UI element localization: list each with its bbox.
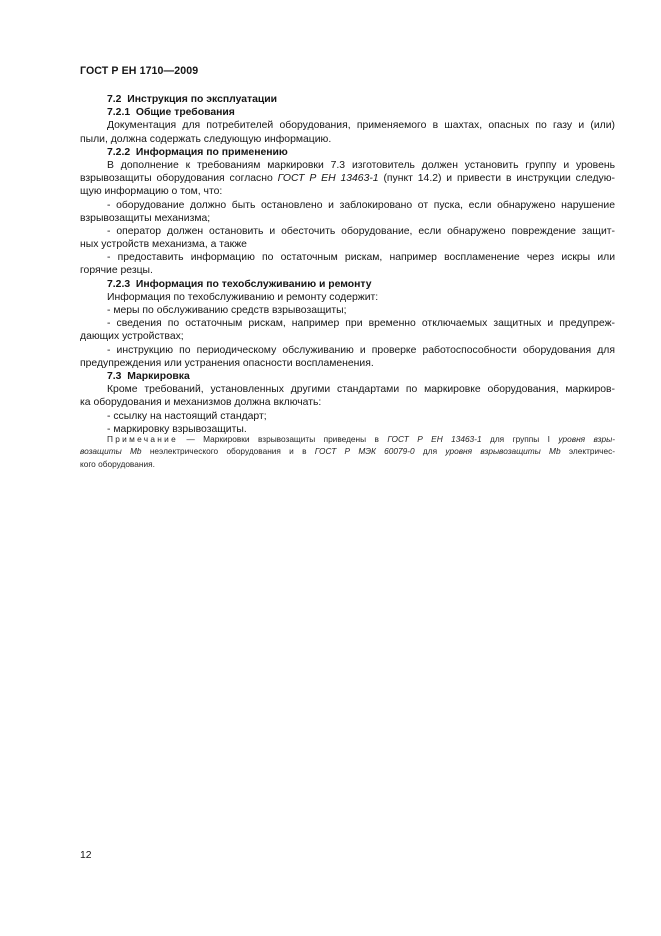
text-run: (пункт 14.2) и привести в инструкции следую-	[378, 173, 615, 185]
list-item: - оператор должен остановить и обесточить оборудование, если обнаружено повреждение защит-	[107, 225, 615, 237]
text-run: взрывозащиты оборудования согласно	[80, 173, 278, 185]
heading-number: 7.2.3	[107, 278, 131, 290]
heading-number: 7.3	[107, 370, 122, 382]
text-run: для группы I	[481, 434, 559, 444]
heading-text: Маркировка	[127, 370, 190, 382]
list-item: - сведения по остаточным рискам, например при временно отключаемых защитных и предупреж-	[107, 318, 615, 330]
document-body	[80, 93, 615, 436]
page-number: 12	[80, 850, 92, 861]
list-item: - ссылку на настоящий стандарт;	[107, 410, 267, 422]
list-item: - маркировку взрывозащиты.	[107, 423, 247, 435]
paragraph-line: пыли, должна содержать следующую информацию.	[80, 133, 332, 145]
note-line: кого оборудования.	[80, 458, 155, 469]
paragraph-line: В дополнение к требованиям маркировки 7.3 изготовитель должен установить группу и уровень	[107, 159, 615, 171]
standard-reference: ГОСТ Р МЭК 60079-0	[314, 446, 415, 457]
text-run: — Маркировки взрывозащиты приведены в	[178, 434, 388, 444]
paragraph-line: ных устройств механизма, а также	[80, 239, 247, 251]
document-header: ГОСТ Р ЕН 1710—2009	[80, 65, 199, 77]
section-7-3-heading	[80, 370, 615, 383]
paragraph-line	[80, 172, 615, 185]
heading-text: Информация по техобслуживанию и ремонту	[135, 278, 372, 290]
heading-text: Общие требования	[135, 107, 235, 119]
paragraph-line: Документация для потребителей оборудования, применяемого в шахтах, опасных по газу и (или)	[107, 120, 615, 132]
note-line	[80, 433, 615, 445]
standard-reference: ГОСТ Р ЕН 13463-1	[387, 434, 482, 444]
italic-term: уровня взрывозащиты Mb	[445, 446, 561, 457]
section-7-2-2-heading	[80, 146, 615, 159]
heading-number: 7.2.2	[107, 146, 131, 158]
section-7-2-3-heading	[80, 278, 615, 291]
italic-term: возащиты Mb	[80, 446, 142, 457]
paragraph-line: щую информацию о том, что:	[80, 186, 223, 198]
heading-number: 7.2	[107, 94, 122, 105]
section-7-2-heading	[80, 93, 615, 106]
paragraph-line: дающих устройствах;	[80, 331, 184, 343]
text-run: электричес-	[560, 446, 615, 457]
list-item: - меры по обслуживанию средств взрывозащиты;	[107, 305, 347, 316]
standard-reference: ГОСТ Р ЕН 13463-1	[277, 173, 379, 185]
paragraph-line: предупреждения или устранения опасности воспламенения.	[80, 357, 374, 369]
paragraph-line: Информация по техобслуживанию и ремонту содержит:	[107, 291, 379, 303]
paragraph-line: ка оборудования и механизмов должна включать:	[80, 397, 322, 409]
note-block	[80, 433, 615, 470]
paragraph-line: Кроме требований, установленных другими стандартами по маркировке оборудования, маркиров-	[107, 384, 615, 396]
italic-term: уровня взры-	[558, 434, 615, 444]
paragraph-line: горячие резцы.	[80, 265, 153, 277]
heading-text: Инструкция по эксплуатации	[127, 94, 278, 105]
heading-text: Информация по применению	[135, 146, 288, 158]
note-line	[80, 445, 615, 457]
paragraph-line: взрывозащиты механизма;	[80, 212, 211, 224]
section-7-2-1-heading	[80, 106, 615, 119]
text-run: неэлектрического оборудования и в	[141, 446, 315, 457]
list-item: - инструкцию по периодическому обслуживанию и проверке работоспособности оборудования для	[107, 344, 615, 356]
note-label: Примечание	[107, 434, 179, 444]
heading-number: 7.2.1	[107, 107, 131, 119]
list-item: - оборудование должно быть остановлено и заблокировано от пуска, если обнаружено нарушение	[107, 199, 615, 211]
list-item: - предоставить информацию по остаточным рискам, например воспламенение через искры или	[107, 252, 615, 264]
text-run: для	[414, 446, 446, 457]
